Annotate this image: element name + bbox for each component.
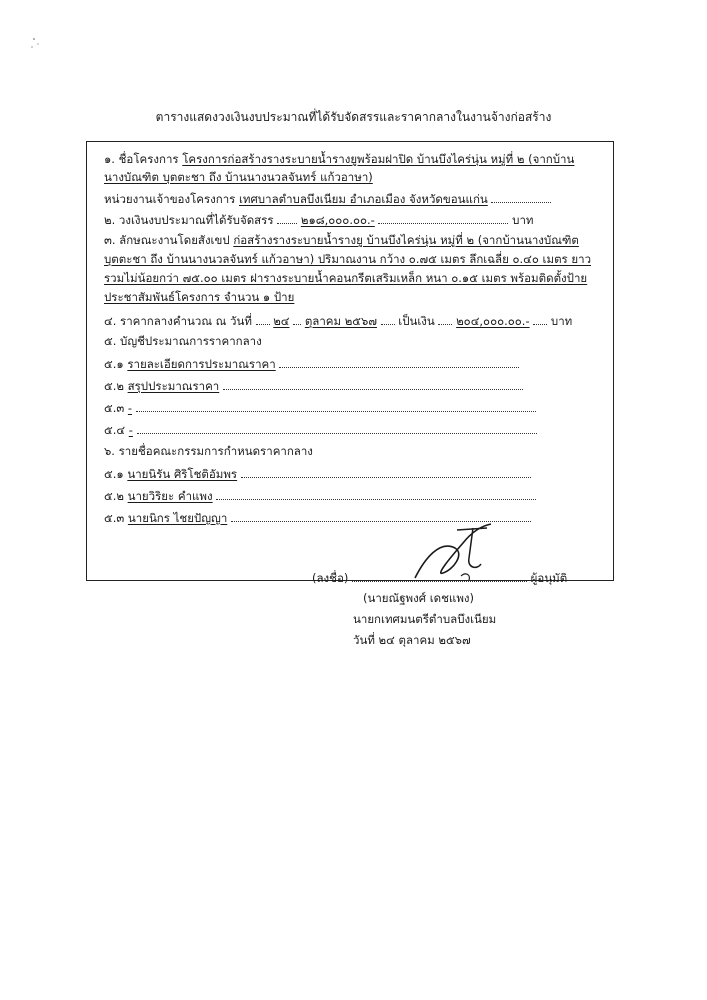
median-price-unit: บาท [550, 314, 573, 328]
committee-heading [104, 443, 313, 459]
agency-label: หน่วยงานเจ้าของโครงการ [104, 192, 236, 206]
estimate-row [104, 399, 536, 416]
estimate-row-text: - [127, 401, 133, 415]
project-name-row-2 [104, 169, 373, 185]
scope-row-2 [104, 251, 591, 267]
committee-member-name: นายนิรัน ศิริโชติอัมพร [127, 467, 238, 481]
estimate-row [104, 377, 523, 394]
scope-row-3 [104, 270, 587, 286]
sign-prefix: (ลงชื่อ) [312, 571, 349, 585]
agency-row [104, 190, 551, 207]
estimate-row-text: รายละเอียดการประมาณราคา [127, 357, 276, 371]
project-name-value-cont: นางบัณฑิต บุตตะชา ถึง บ้านนางนวลจันทร์ แก้วอาษา) [104, 170, 373, 184]
committee-row [104, 487, 536, 504]
scope-label: ๓. ลักษณะงานโดยสังเขป [104, 233, 230, 247]
budget-label: ๒. วงเงินงบประมาณที่ได้รับจัดสรร [104, 213, 274, 227]
estimate-row [104, 355, 519, 372]
median-price-month-year: ตุลาคม ๒๕๖๗ [304, 314, 377, 328]
dotted-fill [256, 312, 270, 325]
estimate-row-text: สรุปประมาณราคา [127, 379, 220, 393]
budget-value: ๒๑๘,๐๐๐.๐๐.- [300, 213, 375, 227]
estimate-row-number: ๕.๒ [104, 379, 124, 393]
dotted-fill [438, 312, 452, 325]
scope-line-2: บุตตะชา ถึง บ้านนางนวลจันทร์ แก้วอาษา) ปริมาณงาน กว้าง ๐.๗๕ เมตร ลึกเฉลี่ย ๐.๔๐ เมตร ยาว [104, 252, 592, 266]
scope-line-4: ประชาสัมพันธ์โครงการ จำนวน ๑ ป้าย [104, 290, 295, 304]
estimate-list-label: ๕. บัญชีประมาณการราคากลาง [104, 334, 262, 348]
signature-dotted-line [352, 569, 527, 582]
committee-member-name: นายวิริยะ คำแพง [127, 489, 213, 503]
dotted-fill [293, 312, 301, 325]
signer-role: ผู้อนุมัติ [530, 571, 568, 585]
dotted-fill [491, 190, 551, 203]
scope-row [104, 232, 579, 248]
dotted-fill [223, 377, 523, 390]
dotted-fill [136, 399, 536, 412]
dotted-fill [279, 355, 519, 368]
committee-member-name: นายนิกร ไชยปัญญา [127, 511, 228, 525]
estimate-row-number: ๕.๔ [104, 423, 126, 437]
median-price-row [104, 312, 572, 329]
signer-name: (นายณัฐพงศ์ เดชแพง) [363, 591, 475, 605]
scope-line-3: รวมไม่น้อยกว่า ๗๕.๐๐ เมตร ฝารางระบายน้ำคอนกรีตเสริมเหล็ก หนา ๐.๑๕ เมตร พร้อมติดตั้งป้าย [104, 271, 588, 285]
dotted-fill [216, 487, 536, 500]
agency-value: เทศบาลตำบลบึงเนียม อำเภอเมือง จังหวัดขอนแก่น [239, 192, 488, 206]
dotted-fill [277, 211, 297, 224]
estimate-row-number: ๕.๓ [104, 401, 125, 415]
estimate-list-heading [104, 333, 262, 349]
project-name-value: โครงการก่อสร้างรางระบายน้ำรางยูพร้อมฝาปิด บ้านบึงไคร่นุ่น หมู่ที่ ๒ (จากบ้าน [182, 152, 575, 166]
scope-row-4 [104, 289, 294, 305]
committee-row-number: ๕.๑ [104, 467, 124, 481]
budget-unit: บาท [512, 213, 534, 227]
dotted-fill [137, 421, 537, 434]
dotted-fill [378, 211, 508, 224]
committee-label: ๖. รายชื่อคณะกรรมการกำหนดราคากลาง [104, 444, 313, 458]
scan-specks [30, 35, 50, 55]
median-price-label: ๔. ราคากลางคำนวณ ณ วันที่ [104, 314, 252, 328]
median-price-value: ๒๐๔,๐๐๐.๐๐.- [456, 314, 530, 328]
estimate-row-text: - [128, 423, 133, 437]
page-title: ตารางแสดงวงเงินงบประมาณที่ได้รับจัดสรรและราคากลางในงานจ้างก่อสร้าง [155, 110, 552, 124]
budget-row [104, 211, 533, 228]
signature-date: วันที่ ๒๔ ตุลาคม ๒๕๖๗ [353, 633, 471, 647]
dotted-fill [381, 312, 395, 325]
estimate-row-number: ๕.๑ [104, 357, 124, 371]
scope-line-1: ก่อสร้างรางระบายน้ำรางยู บ้านบึงไคร่นุ่น หมู่ที่ ๒ (จากบ้านนางบัณฑิต [233, 233, 579, 247]
signature-line [312, 569, 567, 588]
committee-row-number: ๕.๓ [104, 511, 125, 525]
project-name-label: ๑. ชื่อโครงการ [104, 152, 179, 166]
committee-row [104, 465, 531, 482]
committee-row-number: ๕.๒ [104, 489, 124, 503]
median-price-day: ๒๔ [273, 314, 290, 328]
median-price-money-label: เป็นเงิน [398, 314, 435, 328]
dotted-fill [241, 465, 531, 478]
signer-position: นายกเทศมนตรีตำบลบึงเนียม [353, 612, 497, 626]
estimate-row [104, 421, 537, 438]
project-name-row [104, 151, 574, 167]
dotted-fill [533, 312, 547, 325]
